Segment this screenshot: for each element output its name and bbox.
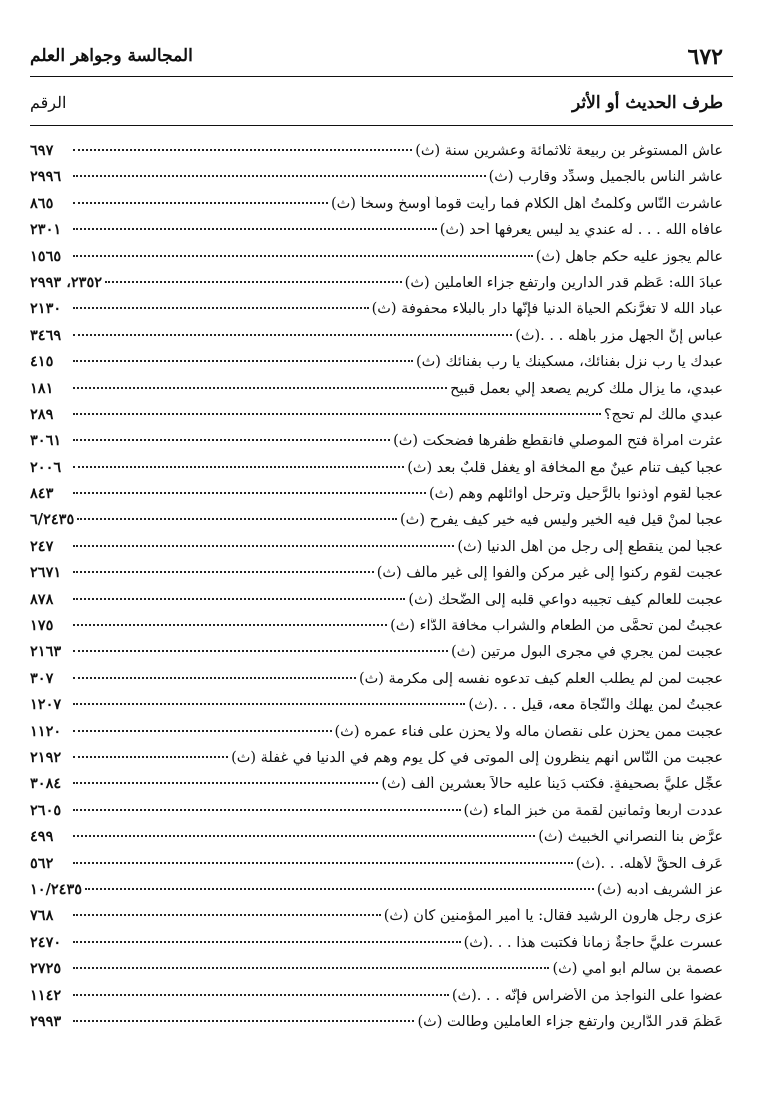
dot-leader [73, 913, 381, 916]
entry-text: عاشرت النَّاس وكلَّمتُ أهل الكلام فما رأيت قوماً أوسخ وسخاً (ث) [330, 195, 723, 212]
index-entry [30, 511, 733, 537]
index-entry [30, 248, 733, 274]
entry-text: عجبت من النَّاس أنهم ينظرون إلى الموتى في كل يوم وهم في الدنيا في غفلة (ث) [231, 749, 723, 766]
entry-text: عاشر الناس بالجميل وسدِّد وقارب (ث) [488, 169, 723, 186]
entry-text: عَظُمَ قدر الدَّارين وارتفع جزاء العاملين وطالت (ث) [417, 1013, 723, 1030]
entry-text: عبدي مالك لم تحج؟ [603, 406, 723, 423]
entry-ref-number: ٤٩٩ [30, 828, 54, 846]
index-entry [30, 775, 733, 801]
dot-leader [73, 597, 405, 600]
index-entry [30, 142, 733, 168]
entry-ref-number: ٨٧٨ [30, 590, 54, 608]
entry-text: عسرت عليَّ حاجةٌ زماناً فكتبت هذا . . .(ث) [463, 934, 723, 951]
book-title: المجالسة وجواهر العلم [30, 46, 193, 66]
index-entry [30, 696, 733, 722]
index-entry [30, 960, 733, 986]
entry-ref-number: ١١٢٠ [30, 722, 62, 740]
running-head [30, 40, 733, 77]
index-entry [30, 168, 733, 194]
entry-text: عباد الله لا تغرَّنكم الحياة الدنيا فإنَّها دار بالبلاء محفوفة (ث) [371, 301, 723, 318]
entry-text: عددت أربعاً وثمانين لقمة من خبز الماء (ث) [463, 802, 723, 819]
entry-ref-number: ٦٩٧ [30, 142, 54, 159]
dot-leader [77, 517, 397, 520]
entry-ref-number: ١١٤٢ [30, 986, 62, 1004]
entry-ref-number: ٢٩٩٣ [30, 1012, 62, 1030]
entry-text: عجبت لقوم ركنوا إلى غير مركن وألفوا إلى غير مألف (ث) [376, 565, 723, 582]
entry-text: عرَّض بنا النصراني الخبيث (ث) [538, 829, 723, 846]
dot-leader [73, 755, 228, 758]
dot-leader [73, 359, 413, 362]
entry-ref-number: ٢٣٥٢، ٢٩٩٣ [30, 273, 103, 291]
entry-ref-number: ٨٤٣ [30, 485, 54, 503]
dot-leader [73, 412, 601, 415]
entry-text: عز الشريف أدبه (ث) [596, 881, 723, 898]
dot-leader [73, 808, 461, 811]
dot-leader [85, 887, 594, 890]
entry-ref-number: ٨٦٥ [30, 194, 54, 212]
entry-text: عجباً لمنْ قيل فيه الخير وليس فيه خير كيف يفرح (ث) [400, 512, 723, 529]
dot-leader [73, 729, 332, 732]
index-entry [30, 987, 733, 1013]
entry-text: عافاه الله . . . له عندي يد ليس يعرفها أحد (ث) [439, 222, 723, 239]
index-entry [30, 643, 733, 669]
entry-ref-number: ٣٠٨٤ [30, 775, 62, 793]
entry-ref-number: ٣٠٧ [30, 669, 54, 687]
dot-leader [73, 861, 573, 864]
column-header-entry: طرف الحديث أو الأثر [572, 93, 723, 113]
index-entry [30, 591, 733, 617]
dot-leader [73, 201, 328, 204]
dot-leader [73, 544, 454, 547]
entry-ref-number: ٢٤٧٠ [30, 933, 62, 951]
index-entry [30, 828, 733, 854]
index-entry [30, 327, 733, 353]
page-number: ٦٧٢ [687, 44, 723, 70]
index-entry [30, 432, 733, 458]
index-entry [30, 274, 733, 300]
dot-leader [73, 1019, 414, 1022]
column-header-ref: الرقم [30, 93, 67, 112]
dot-leader [73, 227, 437, 230]
entry-ref-number: ٢٤٧ [30, 537, 54, 555]
index-entry [30, 195, 733, 221]
entry-text: عجبتُ لمن تحمَّى من الطعام والشراب مخافة الدَّاء (ث) [390, 618, 723, 635]
index-entry [30, 221, 733, 247]
dot-leader [73, 676, 356, 679]
entry-text: عبدك يا رب نزل بفنائك، مسكينك يا رب بفنائك (ث) [415, 354, 723, 371]
entry-ref-number: ٢٩٩٦ [30, 168, 62, 186]
index-entry [30, 907, 733, 933]
entry-text: عثرت امرأة فتح الموصلي فانقطع ظفرها فضحكت (ث) [393, 433, 723, 450]
entry-ref-number: ١٥٦٥ [30, 247, 62, 265]
index-entries [30, 142, 733, 1039]
dot-leader [73, 306, 369, 309]
entry-text: عَرف الحقَّ لأهله. . .(ث) [575, 855, 723, 872]
index-entry [30, 353, 733, 379]
dot-leader [73, 465, 404, 468]
entry-ref-number: ٢٠٠٦ [30, 458, 62, 476]
dot-leader [73, 966, 549, 969]
index-entry [30, 749, 733, 775]
entry-text: عبدي، ما يزال ملك كريم يصعد إلي بعمل قبيح [450, 380, 723, 397]
dot-leader [73, 834, 535, 837]
entry-ref-number: ١٧٥ [30, 617, 54, 635]
dot-leader [73, 781, 378, 784]
dot-leader [73, 333, 512, 336]
entry-text: عالم يجوز عليه حكم جاهل (ث) [535, 248, 723, 265]
entry-text: عجباً لقوم أوذنوا بالرَّحيل وترحل أوائلهم وهم (ث) [428, 486, 723, 503]
dot-leader [73, 570, 374, 573]
entry-ref-number: ٢٨٩ [30, 405, 54, 423]
index-entry [30, 881, 733, 907]
entry-ref-number: ٤١٥ [30, 353, 54, 371]
entry-text: عجبت لمن لم يطلب العلم كيف تدعوه نفسه إلى مكرمة (ث) [358, 670, 723, 687]
entry-text: عجباً لمن ينقطع إلى رجل من أهل الدنيا (ث) [457, 538, 723, 555]
entry-ref-number: ٢٦٧١ [30, 564, 62, 582]
entry-text: عضوا على النواجذ من الأضراس فإنَّه . . .(ث) [451, 987, 723, 1004]
entry-ref-number: ٢١٩٢ [30, 748, 62, 766]
index-entry [30, 855, 733, 881]
index-entry [30, 406, 733, 432]
entry-ref-number: ١٠/٢٤٣٥ [30, 880, 83, 898]
index-entry [30, 485, 733, 511]
index-entry [30, 459, 733, 485]
index-entry [30, 802, 733, 828]
dot-leader [73, 174, 486, 177]
entry-text: عباس إنَّ الجهل مزرٍ بأهله . . .(ث) [515, 327, 723, 344]
entry-ref-number: ٢٣٠١ [30, 221, 62, 239]
dot-leader [73, 623, 387, 626]
entry-ref-number: ٢١٦٣ [30, 643, 62, 661]
entry-text: عجبتُ لمن يهلك والنَّجاة معه، قيل . . .(ث) [468, 697, 723, 714]
entry-text: عبادَ الله: عَظَّم قدر الدارين وارتفع جزاء العاملين (ث) [404, 274, 723, 291]
entry-ref-number: ٦/٢٤٣٥ [30, 511, 75, 529]
dot-leader [73, 386, 447, 389]
index-entry [30, 670, 733, 696]
index-entry [30, 380, 733, 406]
entry-text: عزى رجل هارون الرشيد فقال: يا أمير المؤمنين كان (ث) [383, 908, 723, 925]
entry-text: عصمة بن سالم أبو أمي (ث) [552, 961, 723, 978]
index-entry [30, 300, 733, 326]
entry-text: عجبت لمن يجري في مجرى البول مرتين (ث) [451, 644, 723, 661]
dot-leader [73, 940, 461, 943]
entry-text: عجِّل عليَّ بصحيفةٍ. فكتب دَيناً عليه حالاً بعشرين ألف (ث) [381, 776, 723, 793]
entry-ref-number: ٣٤٦٩ [30, 326, 62, 344]
entry-text: عجبت ممن يحزن على نقصان ماله ولا يحزن على فناء عمره (ث) [334, 723, 723, 740]
dot-leader [73, 993, 449, 996]
index-entry [30, 1013, 733, 1039]
index-entry [30, 564, 733, 590]
dot-leader [73, 491, 426, 494]
entry-text: عجباً كيف تنام عينٌ مع المخافة أو يغفل قلبٌ بعد (ث) [407, 459, 723, 476]
dot-leader [73, 148, 412, 151]
index-entry [30, 934, 733, 960]
entry-ref-number: ١٨١ [30, 379, 54, 397]
dot-leader [105, 280, 402, 283]
index-entry [30, 617, 733, 643]
entry-ref-number: ٧٦٨ [30, 907, 54, 925]
dot-leader [73, 438, 390, 441]
dot-leader [73, 254, 533, 257]
entry-ref-number: ١٢٠٧ [30, 696, 62, 714]
entry-text: عجبت للعالم كيف تجيبه دواعي قلبه إلى الضَّحك (ث) [408, 591, 723, 608]
dot-leader [73, 649, 448, 652]
entry-ref-number: ٢٧٢٥ [30, 960, 62, 978]
entry-text: عاش المستوغر بن ربيعة ثلاثمائة وعشرين سنة (ث) [415, 143, 723, 159]
index-page [30, 40, 733, 1100]
dot-leader [73, 702, 465, 705]
column-header [30, 77, 733, 126]
entry-ref-number: ٣٠٦١ [30, 432, 62, 450]
entry-ref-number: ٢١٣٠ [30, 300, 62, 318]
index-entry [30, 723, 733, 749]
entry-ref-number: ٢٦٠٥ [30, 801, 62, 819]
index-entry [30, 538, 733, 564]
entry-ref-number: ٥٦٢ [30, 854, 54, 872]
